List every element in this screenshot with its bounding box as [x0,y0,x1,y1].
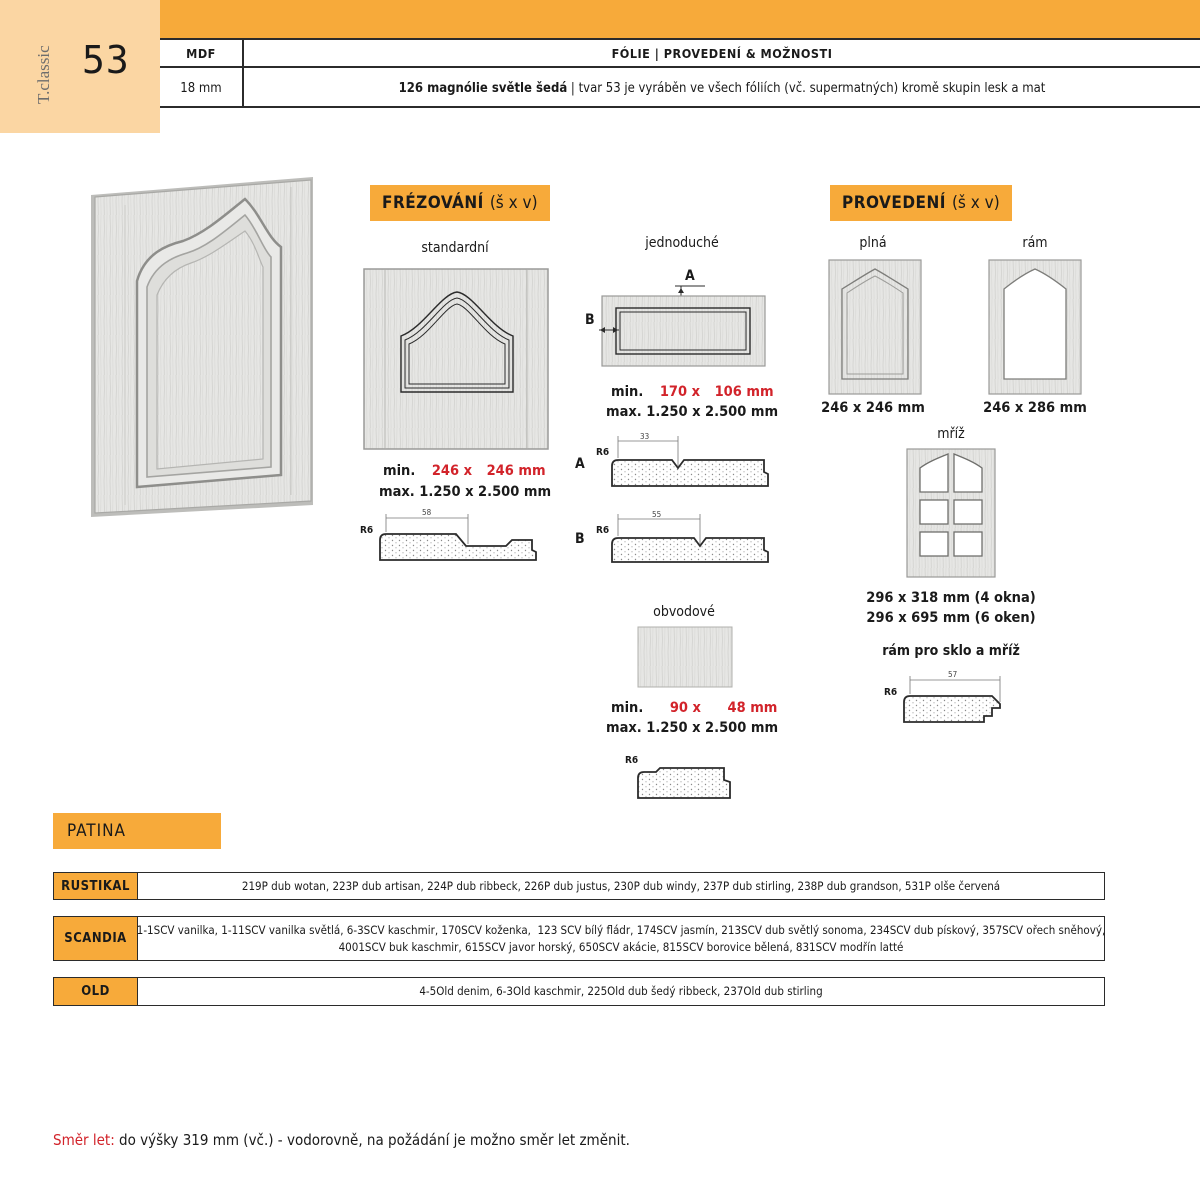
patina-key: RUSTIKAL [54,873,138,899]
obvodove-min-prefix: min. [611,700,644,716]
patina-value-line: 4001SCV buk kaschmir, 615SCV javor horský, 650SCV akácie, 815SCV borovice bělená, 831SCV modřín latté [338,939,904,954]
jednoduche-letter-a: A [685,268,695,284]
patina-value [138,917,1104,960]
patina-value: 219P dub wotan, 223P dub artisan, 224P dub ribbeck, 226P dub justus, 230P dub windy, 237P dub stirling, 238P dub grandson, 531P olše červená [241,878,1001,893]
standardni-min-height: 246 mm [486,463,546,479]
jednoduche-min-height: 106 mm [714,384,774,400]
patina-value-line: 1-1SCV vanilka, 1-11SCV vanilka světlá, 6-3SCV kaschmir, 170SCV koženka, 123 SCV bílý fládr, 174SCV jasmín, 213SCV dub světlý sonoma, 234SCV dub pískový, 357SCV ořech sněhový, [136,922,1106,937]
jednoduche-profile-a [592,428,777,494]
patina-key: SCANDIA [54,917,138,960]
profile-b-label: B [575,531,585,547]
brand-logo [6,24,53,104]
spec-table-header-row [160,40,1200,68]
ram-label: rám [1022,235,1048,251]
jednoduche-min-prefix: min. [611,384,644,400]
profile-b-r: R6 [596,525,610,536]
jednoduche-label: jednoduché [645,235,719,251]
plna-label: plná [859,235,887,251]
frezovani-subtitle: (š x v) [489,193,538,213]
patina-row-old [53,977,1105,1006]
patina-value: 4-5Old denim, 6-3Old kaschmir, 225Old dub šedý ribbeck, 237Old dub stirling [419,984,823,998]
page-number: 53 [82,38,130,82]
patina-tag [53,813,221,849]
ram-sklo-profile-dim: 57 [948,670,958,679]
spec-table [160,38,1200,108]
mriz-door-drawing [906,448,996,578]
spec-table-value-row [160,68,1200,108]
jednoduche-door-drawing [575,282,770,372]
ram-sklo-profile [880,664,1010,728]
patina-title: PATINA [67,821,127,841]
header-bar [160,0,1200,38]
obvodove-min-width: 90 x [669,700,701,716]
standardni-min-width: 246 x [431,463,473,479]
mriz-dims-6-windows: 296 x 695 mm (6 oken) [866,610,1036,626]
spec-col-folie-header: FÓLIE | PROVEDENÍ & MOŽNOSTI [611,45,833,61]
standardni-max: max. 1.250 x 2.500 mm [379,484,552,500]
spec-col-mdf-header: MDF [160,40,244,66]
standardni-profile [356,504,546,568]
ram-sklo-label: rám pro sklo a mříž [882,643,1020,659]
jednoduche-max: max. 1.250 x 2.500 mm [606,404,779,420]
patina-row-scandia [53,916,1105,961]
plna-dims: 246 x 246 mm [821,400,925,416]
spec-thickness: 18 mm [160,68,244,108]
profile-a-label: A [575,456,585,472]
ram-dims: 246 x 286 mm [983,400,1087,416]
standardni-min [383,461,546,482]
frezovani-tag [370,185,550,221]
brand-name: T.classic [34,45,53,104]
jednoduche-min-width: 170 x [659,384,701,400]
grain-direction-text: do výšky 319 mm (vč.) - vodorovně, na požádání je možno směr let změnit. [114,1131,630,1149]
obvodove-door-drawing [637,626,733,688]
obvodove-max: max. 1.250 x 2.500 mm [606,720,779,736]
ram-door-drawing [988,259,1082,395]
spec-folie-value [244,68,1200,108]
standardni-profile-r: R6 [360,525,374,536]
spec-folie-note: | tvar 53 je vyráběn ve všech fóliích (vč. supermatných) kromě skupin lesk a mat [567,80,1046,96]
plna-door-drawing [828,259,922,395]
grain-direction-note [53,1131,630,1149]
obvodove-profile-r: R6 [625,755,639,766]
spec-folie-name: 126 magnólie světle šedá [398,80,568,96]
provedeni-title: PROVEDENÍ [842,193,946,213]
mriz-dims-4-windows: 296 x 318 mm (4 okna) [866,590,1036,606]
profile-a-dim: 33 [640,432,650,441]
obvodove-min-height: 48 mm [727,700,778,716]
patina-key: OLD [54,978,138,1005]
frezovani-title: FRÉZOVÁNÍ [382,193,484,213]
standardni-min-prefix: min. [383,463,416,479]
jednoduche-letter-b: B [585,312,595,328]
provedeni-tag [830,185,1012,221]
profile-b-dim: 55 [652,510,662,519]
obvodove-label: obvodové [653,604,715,620]
provedeni-subtitle: (š x v) [951,193,1000,213]
jednoduche-min [611,382,774,403]
mriz-label: mříž [937,426,965,442]
grain-direction-label: Směr let: [53,1131,115,1149]
standardni-label: standardní [421,240,489,256]
ram-sklo-profile-r: R6 [884,687,898,698]
obvodove-profile [620,748,740,804]
obvodove-min [611,698,777,719]
door-photo [85,175,325,520]
patina-row-rustikal [53,872,1105,900]
profile-a-r: R6 [596,447,610,458]
standardni-profile-dim: 58 [422,508,432,517]
jednoduche-profile-b [592,508,777,570]
standardni-door-drawing [363,268,549,450]
page-corner [0,0,160,133]
